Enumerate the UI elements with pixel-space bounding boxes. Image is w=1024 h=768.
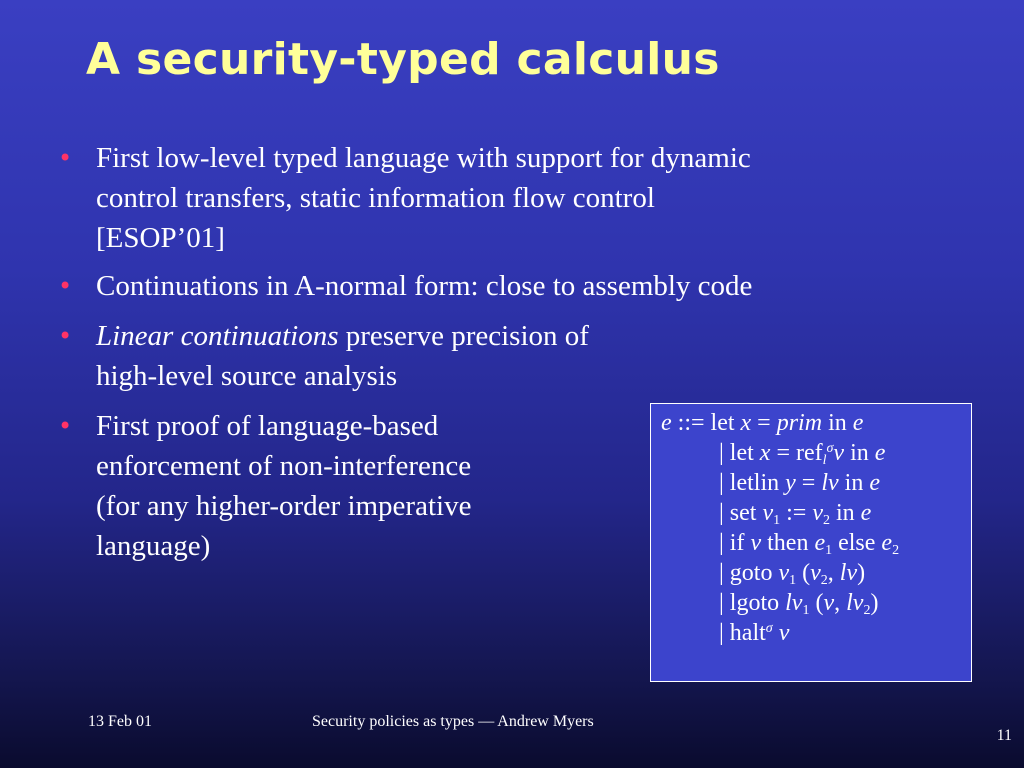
slide-title: A security-typed calculus (86, 34, 720, 85)
grammar-line: | lgoto $lv_1$ (v, $lv_2$) (719, 590, 879, 618)
bullet-marker: • (58, 412, 73, 440)
footer-title: Security policies as types — Andrew Myers (312, 713, 594, 730)
slide-number: 11 (996, 727, 1012, 744)
grammar-line: | set $v_1$ := $v_2$ in e (719, 500, 872, 528)
grammar-line: | letlin y = lv in e (719, 470, 880, 496)
bullet-text (96, 316, 589, 396)
grammar-line: | if v then $e_1$ else $e_2$ (719, 530, 900, 558)
bullet-text: First low-level typed language with support for dynamic control transfers, static information flow control [ESOP’01] (96, 142, 751, 254)
grammar-line: e ::= let x = prim in e (661, 410, 864, 436)
grammar-box (650, 403, 972, 682)
bullet-text: Continuations in A-normal form: close to assembly code (96, 270, 753, 302)
bullet-marker: • (58, 322, 73, 350)
bullet-text: First proof of language-based enforcement of non-interference (for any higher-order imperative language) (96, 410, 472, 562)
bullet-text-rest: preserve precision of high-level source analysis (96, 320, 589, 392)
bullet-marker: • (58, 272, 73, 300)
bullet-marker: • (58, 144, 73, 172)
emphasis-text: Linear continuations (96, 320, 339, 352)
grammar-line: | halt$^\sigma$ v (719, 620, 790, 646)
grammar-line: | goto $v_1$ ($v_2$, lv) (719, 560, 866, 588)
footer-date: 13 Feb 01 (88, 713, 152, 730)
grammar-line: | let x = ref$_l^\sigma$v in e (719, 440, 886, 468)
